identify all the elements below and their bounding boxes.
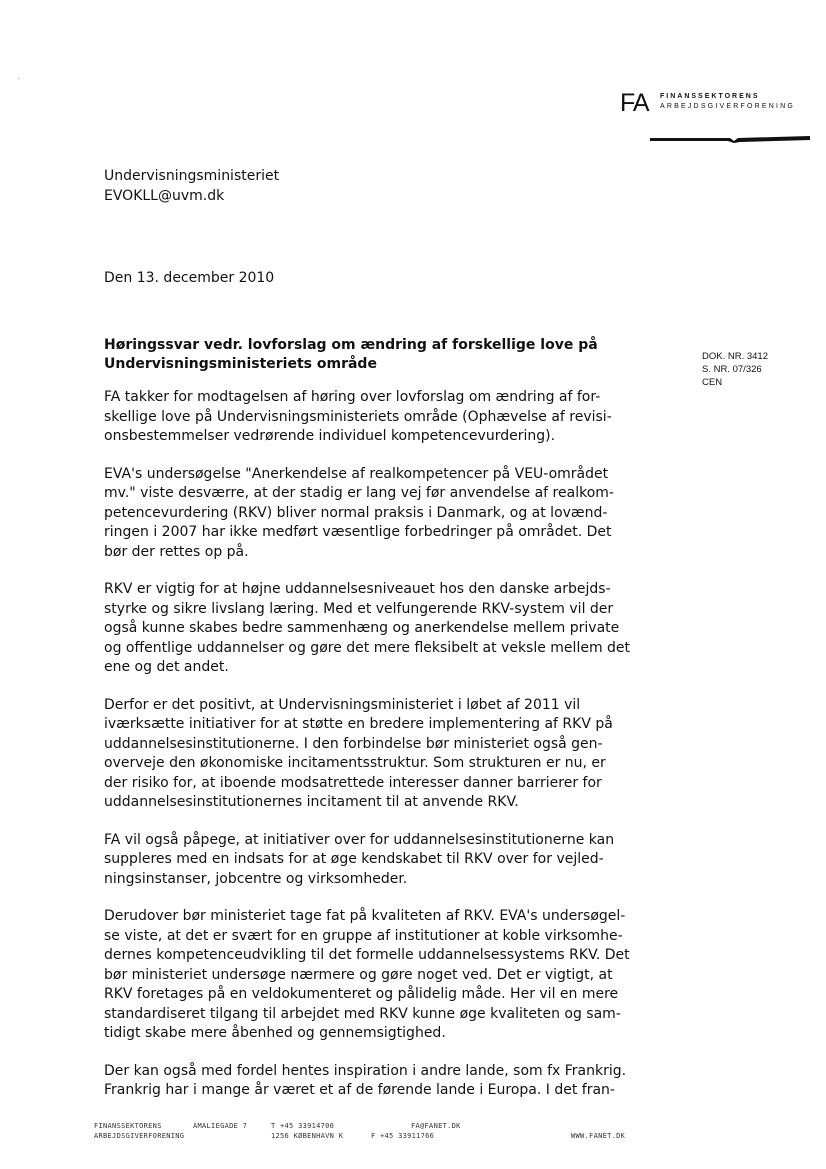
paragraph-line: Der kan også med fordel hentes inspiration i andre lande, som fx Frankrig. [104, 1062, 627, 1079]
paragraph-line: uddannelsesinstitutionernes incitament til at anvende RKV. [104, 794, 519, 810]
paragraph-line: også kunne skabes bedre sammenhæng og anerkendelse mellem private [104, 620, 620, 636]
heading-line: Undervisningsministeriets område [104, 356, 377, 372]
heading-line: Høringssvar vedr. lovforslag om ændring af forskellige love på [104, 337, 598, 353]
footer-email: FA@FANET.DK [411, 1122, 461, 1130]
paragraph-line: Derudover bør ministeriet tage fat på kvaliteten af RKV. EVA's undersøgel- [104, 908, 626, 924]
paragraph-line: iværksætte initiativer for at støtte en bredere implementering af RKV på [104, 716, 613, 732]
paragraph-line: RKV er vigtig for at højne uddannelsesniveauet hos den danske arbejds- [104, 581, 611, 597]
letter-date: Den 13. december 2010 [104, 270, 275, 286]
footer-org [94, 1121, 184, 1141]
paragraph-line: EVA's undersøgelse "Anerkendelse af realkompetencer på VEU-området [104, 465, 609, 482]
paragraph-line: uddannelsesinstitutionerne. I den forbindelse bør ministeriet også gen- [104, 735, 603, 752]
paragraph-line: styrke og sikre livslang læring. Med et velfungerende RKV-system vil der [104, 600, 614, 617]
paragraph-line: der risiko for, at iboende modsatrettede interesser danner barrierer for [104, 774, 602, 791]
paragraph-line: FA takker for modtagelsen af høring over lovforslag om ændring af for- [104, 389, 601, 405]
footer-org-line2: ARBEJDSGIVERFORENING [94, 1132, 185, 1140]
paragraph-line: ringen i 2007 har ikke medført væsentlige forbedringer på området. Det [104, 524, 612, 540]
case-number: S. NR. 07/326 [702, 364, 762, 375]
fa-logo [620, 91, 810, 151]
paragraph-line: bør der rettes op på. [104, 543, 249, 560]
paragraph-line: standardiseret tilgang til arbejdet med RKV kunne øge kvaliteten og sam- [104, 1005, 621, 1022]
paragraph-line: petencevurdering (RKV) bliver normal praksis i Danmark, og at lovænd- [104, 504, 608, 521]
logo-swoosh-icon [650, 135, 810, 143]
body-paragraph [104, 388, 634, 447]
footer-org-line1: FINANSSEKTORENS [94, 1122, 162, 1130]
paragraph-line: ningsinstanser, jobcentre og virksomheder. [104, 870, 408, 887]
paragraph-line: FA vil også påpege, at initiativer over for uddannelsesinstitutionerne kan [104, 831, 615, 848]
body-paragraph [104, 696, 634, 813]
paragraph-line: skellige love på Undervisningsministeriets område (Ophævelse af revisi- [104, 408, 612, 425]
body-paragraph [104, 465, 634, 563]
body-paragraph [104, 831, 634, 890]
paragraph-line: suppleres med en indsats for at øge kendskabet til RKV over for vejled- [104, 851, 604, 867]
logo-line2: ARBEJDSGIVERFORENING [660, 103, 796, 110]
paragraph-line: se viste, at det er svært for en gruppe af institutioner at koble virksomhe- [104, 927, 623, 944]
logo-line1: FINANSSEKTORENS [660, 93, 760, 100]
paragraph-line: RKV foretages på en veldokumenteret og pålidelig måde. Her vil en mere [104, 986, 619, 1002]
paragraph-line: overveje den økonomiske incitamentsstruktur. Som strukturen er nu, er [104, 755, 606, 771]
recipient-address [104, 166, 279, 206]
paragraph-line: onsbestemmelser vedrørende individuel kompetencevurdering). [104, 428, 556, 444]
body-paragraph [104, 1062, 634, 1101]
paragraph-line: ene og det andet. [104, 659, 229, 675]
letter-heading [104, 336, 624, 374]
body-paragraph [104, 907, 634, 1044]
paragraph-line: og offentlige uddannelser og gøre det mere fleksibelt at veksle mellem det [104, 639, 631, 656]
scan-speck [18, 78, 19, 79]
letter-body [104, 388, 634, 1119]
footer-contact [271, 1121, 343, 1141]
paragraph-line: Frankrig har i mange år været et af de førende lande i Europa. I det fran- [104, 1082, 615, 1098]
footer-phone: T +45 33914700 [271, 1122, 335, 1130]
doc-number: DOK. NR. 3412 [702, 351, 768, 362]
paragraph-line: Derfor er det positivt, at Undervisningsministeriet i løbet af 2011 vil [104, 696, 581, 713]
footer-city: 1256 KØBENHAVN K [271, 1132, 344, 1140]
paragraph-line: dernes kompetenceudvikling til det formelle uddannelsessystems RKV. Det [104, 947, 630, 963]
author-initials: CEN [702, 377, 723, 388]
footer-web: WWW.FANET.DK [571, 1132, 626, 1140]
footer-street: AMALIEGADE 7 [193, 1122, 248, 1130]
logo-mark: FA [620, 89, 649, 117]
paragraph-line: tidigt skabe mere åbenhed og gennemsigtighed. [104, 1025, 446, 1041]
body-paragraph [104, 580, 634, 678]
recipient-email: EVOKLL@uvm.dk [104, 188, 225, 204]
paragraph-line: bør ministeriet undersøge nærmere og gøre noget ved. Det er vigtigt, at [104, 966, 613, 983]
recipient-name: Undervisningsministeriet [104, 168, 280, 184]
document-reference [702, 350, 768, 389]
footer-fax: F +45 33911766 [371, 1132, 435, 1140]
paragraph-line: mv." viste desværre, at der stadig er lang vej før anvendelse af realkom- [104, 485, 614, 501]
